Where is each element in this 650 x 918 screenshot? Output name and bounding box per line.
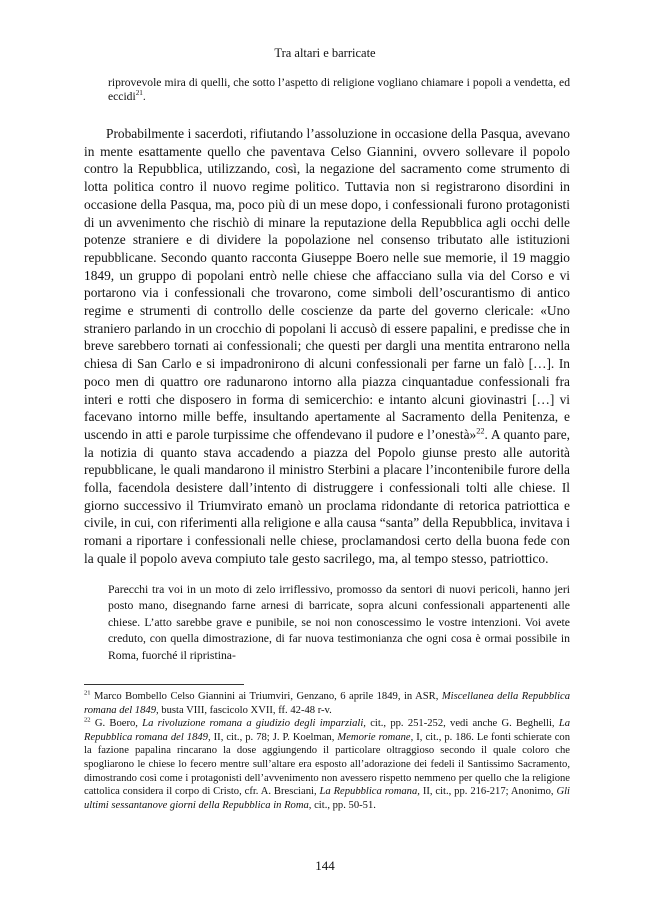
footnote-text: I, cit., p. 186. Le fonti schierate con la fazione papalina rincarano la dose aggiungendo il particolare oltraggioso secondo il quale coloro che spogliarono le chiese lo fecero mentre sull’altare era esposto all’adorazione dei fedeli il Santissimo Sacramento, dimostrando così come i protagonisti dell’avvenimento non avessero rispetto nemmeno per quello che la religione cattolica considera il corpo di Cristo, cfr. A. Bresciani, bbox=[84, 731, 570, 798]
footnote-title: La rivoluzione romana a giudizio degli imparziali, bbox=[142, 718, 366, 730]
footnotes-section bbox=[84, 684, 570, 812]
main-paragraph bbox=[84, 125, 570, 568]
footnote-title: Miscellanea della Repubblica romana del 1849, bbox=[84, 691, 571, 716]
footnote-title: La Repubblica romana, bbox=[319, 786, 420, 798]
footnote-text: cit., pp. 251-252, vedi anche G. Beghelli, bbox=[365, 718, 559, 730]
footnote-text: Marco Bombello Celso Giannini ai Triumviri, Genzano, 6 aprile 1849, in ASR, bbox=[94, 691, 442, 702]
page-number: 144 bbox=[315, 858, 335, 873]
footnote-title: La Repubblica romana del 1849, bbox=[84, 718, 571, 743]
footnote-number: 22 bbox=[84, 716, 91, 724]
footnote-22 bbox=[84, 717, 570, 812]
footnote-text: II, cit., pp. 216-217; Anonimo, bbox=[419, 786, 557, 798]
footnote-text: G. Boero, bbox=[94, 718, 143, 730]
footnote-text: busta VIII, fascicolo XVII, ff. 42-48 r-v. bbox=[158, 704, 332, 716]
footnote-title: Gli ultimi sessantanove giorni della Repubblica in Roma, bbox=[84, 786, 570, 811]
footnote-separator bbox=[84, 684, 244, 685]
top-quote-continuation: riprovevole mira di quelli, che sotto l’aspetto di religione vogliano chiamare i popoli a vendetta, ed eccidi$^{21}$. bbox=[108, 76, 570, 104]
footnote-title: Memorie romane, bbox=[337, 731, 414, 743]
main-paragraph-text-2: . A quanto pare, la notizia di quanto stava accadendo a piazza del Popolo giunse presto alle autorità repubblicane, le quali mandarono il ministro Sterbini a placare l’incontenibile furore della folla, facendola desistere dall’intento di distruggere i confessionali tolti alle chiese. Il giorno successivo il Triumvirato emanò un proclama ridondante di retorica patriottica e civile, in cui, con riferimenti alla religione e alla causa “santa” della Repubblica, invitava i romani a riportare i confessionali nelle chiese, proclamandosi certo della buona fede con la quale il popolo aveva compiuto tale gesto sacrilego, ma, al tempo stesso, patriottico. bbox=[84, 426, 570, 566]
footnote-21 bbox=[84, 690, 570, 717]
footnote-text: cit., pp. 50-51. bbox=[311, 799, 376, 811]
footnote-text: II, cit., p. 78; J. P. Koelman, bbox=[210, 731, 338, 743]
running-header: Tra altari e barricate bbox=[274, 46, 376, 60]
top-quote-text: riprovevole mira di quelli, che sotto l’aspetto di religione vogliano chiamare i popoli a vendetta, ed eccidi bbox=[108, 76, 570, 104]
note-ref-21[interactable]: 21 bbox=[135, 89, 143, 98]
proclamation-quote: Parecchi tra voi in un moto di zelo irriflessivo, promosso da sentori di nuovi pericoli, hanno jeri posto mano, disegnando farne arnesi di barricate, sopra alcuni confessionali appartenenti alle chiese. L’atto sarebbe grave e punibile, se noi non conoscessimo le vostre intenzioni. Voi avete creduto, con quella dimostrazione, di far nuova testimonianza che ogni cosa è ormai possibile in Roma, fuorché il ripristina- bbox=[108, 583, 570, 662]
note-ref-22[interactable]: 22 bbox=[476, 426, 485, 436]
footnote-number: 21 bbox=[84, 689, 91, 697]
main-paragraph-text-1: Probabilmente i sacerdoti, rifiutando l’assoluzione in occasione della Pasqua, avevano in mente esattamente quello che paventava Celso Giannini, ovvero sollevare il popolo contro la Repubblica, utilizzando, così, la negazione del sacramento come strumento di lotta politica contro il nuovo regime politico. Tuttavia non si registrarono disordini in occasione della Pasqua, ma, poco più di un mese dopo, i confessionali furono protagonisti di un avvenimento che rischiò di minare la reputazione della Repubblica agli occhi delle potenze straniere e di dividere la popolazione nel consenso tributato alle istituzioni repubblicane. Secondo quanto racconta Giuseppe Boero nelle sue memorie, il 19 maggio 1849, un gruppo di popolani entrò nelle chiese che affacciano sulla via del Corso e vi portarono via i confessionali che trovarono, come simboli dell’oscurantismo di antico regime e strumenti di controllo delle coscienze da parte del governo clericale: «Uno straniero parlando in un crocchio di popolani li accusò di essere papalini, e predisse che in breve sarebbero tornati ai confessionali; che questi per dargli una mentita entrarono nella chiesa di San Carlo e si impadronirono di alcuni confessionali per farne un falò […]. In poco men di quattro ore radunarono intorno alla piazza cinquantadue confessionali fra interi e rotti che disposero in forma di semicerchio: e intanto alcuni giovinastri […] vi facevano intorno mille beffe, insultando apertamente al Sacramento della Penitenza, e uscendo in atti e parole turpissime che offendevano il pudore e l’onestà» bbox=[84, 126, 570, 442]
